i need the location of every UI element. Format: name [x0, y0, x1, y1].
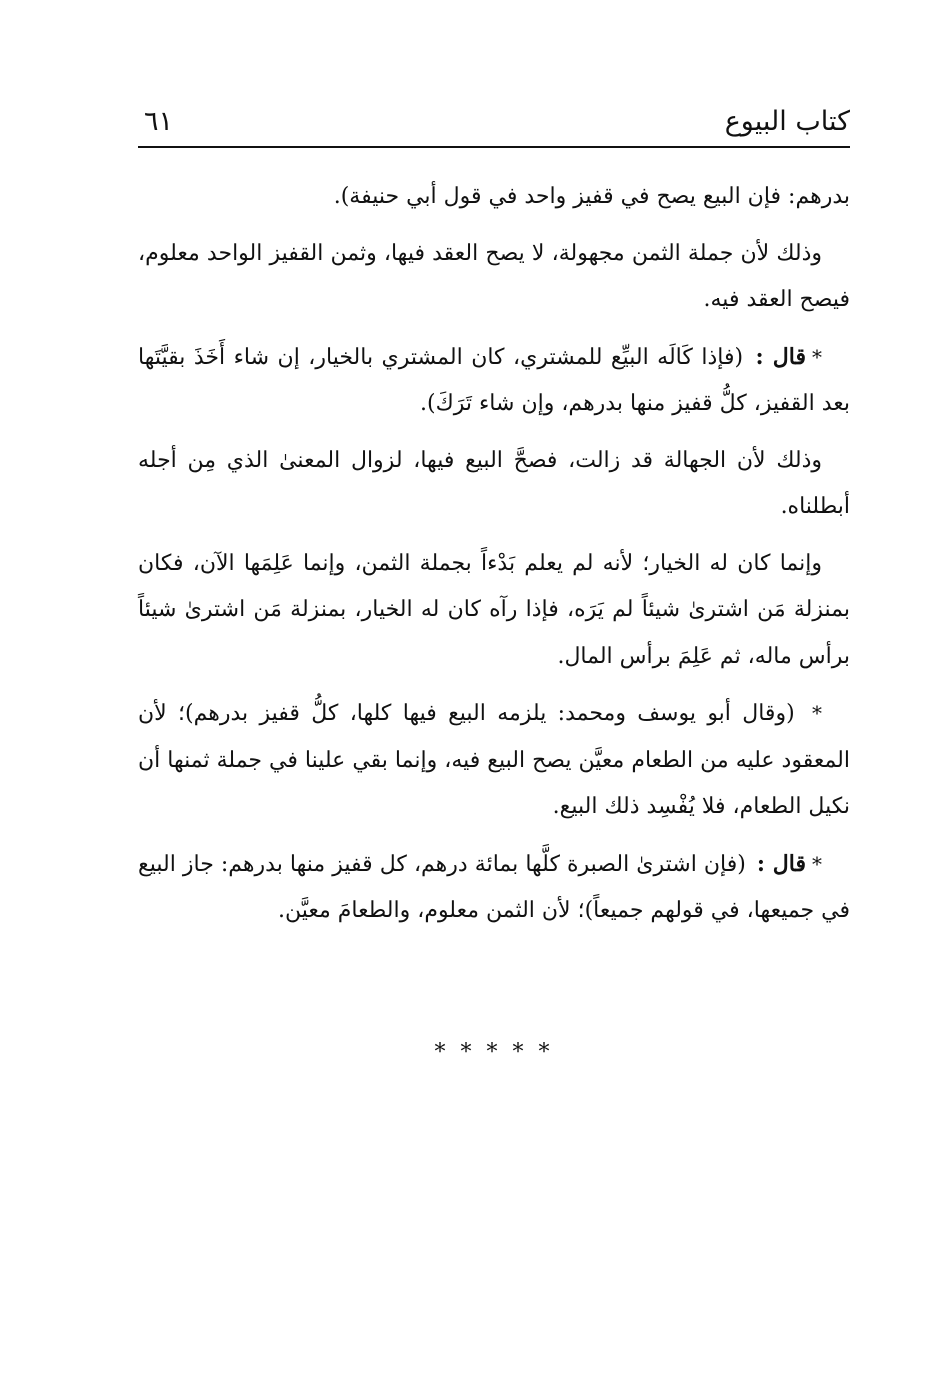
- paragraph: [138, 541, 850, 681]
- paragraph: [138, 334, 850, 428]
- paragraph: [138, 438, 850, 531]
- asterisk-marker: *: [812, 701, 823, 725]
- body-text: [138, 174, 850, 945]
- page-header: [138, 100, 850, 148]
- end-ornament: * * * * *: [434, 1040, 554, 1065]
- paragraph: [138, 231, 850, 324]
- running-head: كتاب البيوع: [724, 106, 850, 137]
- paragraph: [138, 174, 850, 221]
- paragraph-text: (وقال أبو يوسف ومحمد: يلزمه البيع فيها كلها، كلُّ قفيز بدرهم)؛ لأن المعقود عليه من الطعام معيَّن يصح البيع فيه، وإنما بقي علينا في جملة ثمنها أن نكيل الطعام، فلا يُفْسِد ذلك البيع.: [138, 701, 850, 819]
- paragraph-text: وذلك لأن جملة الثمن مجهولة، لا يصح العقد فيها، وثمن القفيز الواحد معلوم، فيصح العقد فيه.: [138, 240, 850, 312]
- page-number: ٦١: [144, 106, 174, 137]
- qal-label: قال :: [755, 343, 807, 370]
- paragraph-text: (فإن اشترىٰ الصبرة كلَّها بمائة درهم، كل قفيز منها بدرهم: جاز البيع في جميعها، في قولهم جميعاً)؛ لأن الثمن معلوم، والطعامَ معيَّن.: [138, 851, 850, 923]
- paragraph-text: وإنما كان له الخيار؛ لأنه لم يعلم بَدْءاً بجملة الثمن، وإنما عَلِمَها الآن، فكان بمنزلة مَن اشترىٰ شيئاً لم يَرَه، فإذا رآه كان له الخيار، بمنزلة مَن اشترىٰ شيئاً برأس ماله، ثم عَلِمَ برأس المال.: [138, 550, 850, 669]
- paragraph-text: بدرهم: فإن البيع يصح في قفيز واحد في قول أبي حنيفة).: [333, 184, 850, 209]
- asterisk-marker: *: [812, 851, 822, 876]
- paragraph: [138, 841, 850, 935]
- paragraph-text: وذلك لأن الجهالة قد زالت، فصحَّ البيع فيها، لزوال المعنىٰ الذي مِن أجله أبطلناه.: [138, 447, 850, 519]
- qal-label: قال :: [756, 850, 806, 877]
- paragraph-text: (فإذا كَالَه البيِّع للمشتري، كان المشتري بالخيار، إن شاء أَخَذَ بقيَّتَها بعد القفيز، كلُّ قفيز منها بدرهم، وإن شاء تَرَكَ).: [138, 344, 850, 416]
- paragraph: [138, 690, 850, 831]
- asterisk-marker: *: [812, 344, 823, 369]
